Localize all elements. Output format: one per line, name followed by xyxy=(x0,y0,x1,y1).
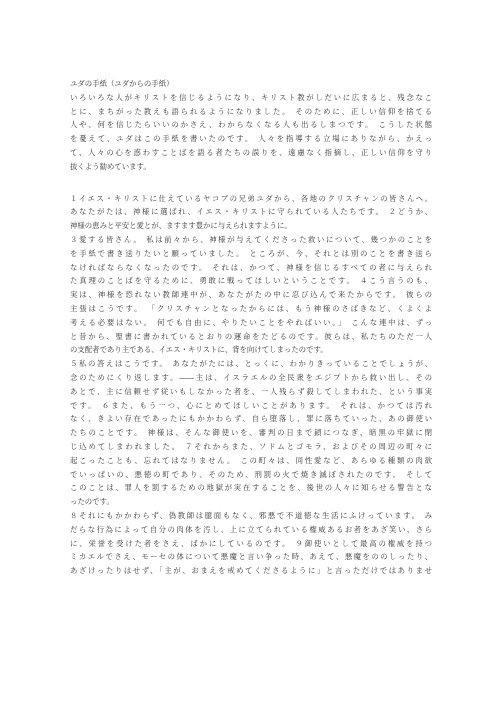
verse-line: なく、きよい存在であったにもかかわらず、自ら堕落し、罪に落ちていった、あの御使い xyxy=(70,414,432,424)
verse-line: 神様の恵みと平安と愛とが、ますます豊かに与えられますように。 xyxy=(70,221,292,231)
verse-line: ミカエルでさえ、モーセの体について悪魔と言い争った時、あえて、悪魔をののしったり、 xyxy=(70,552,432,562)
verse-line: あとで、主に信頼せず従いもしなかった者を、一人残らず殺してしまわれた、という事実 xyxy=(70,386,432,396)
verse-line: 主張はこうです。 「クリスチャンとなったからには、もう神様のさばきなど、くよくよ xyxy=(70,303,432,313)
intro-line: いろいろな人がキリストを信じるようになり、キリスト教がしだいに広まると、残念なこ xyxy=(70,92,432,102)
document-title: ユダの手紙（ユダからの手紙） xyxy=(70,79,174,88)
verse-line: です。 ６また、もう一つ、心にとめてほしいことがあります。 それは、かつては汚れ xyxy=(70,400,432,410)
document-page xyxy=(70,77,432,578)
verse-line: なければならなくなったのです。 それは、かつて、神様を信じるすべての者に与えられ xyxy=(70,262,432,272)
verse-line: 考える必要はない。 何でも自由に、やりたいことをやればいい。」 こんな連中は、ずっ xyxy=(70,317,432,327)
intro-line: とに、まちがった教えも語られるようになりました。 そのために、正しい信仰を捨てる xyxy=(70,106,432,116)
intro-line: て、人々の心を惑わすことばを語る者たちの誤りを、遠慮なく指摘し、正しい信仰を守り xyxy=(70,147,432,157)
verse-line: に、栄誉を受けた者をさえ、ばかにしているのです。 ９御使いとして最高の権威を持つ xyxy=(70,538,432,548)
verse-line: 念のためにくり返します。――主は、イスラエルの全民衆をエジプトから救い出し、その xyxy=(70,372,432,382)
verse-line: だらな行為によって自分の肉体を汚し、上に立てられている権威あるお者をあざ笑い、さら xyxy=(70,524,432,534)
verse-line: たちのことです。 神様は、そんな御使いを、審判の日まで鎖につなぎ、暗黒の牢獄に閉 xyxy=(70,428,432,438)
verse-line: ３愛する皆さん。 私は前々から、神様が与えてくださった救いについて、幾つかのことを xyxy=(70,234,432,244)
intro-line: 抜くよう勧めています。 xyxy=(70,161,151,171)
intro-line: を憂えて、ユダはこの手紙を書いたのです。 人々を指導する立場にありながら、かえっ xyxy=(70,134,432,144)
verse-line: あざけったりはせず、「主が、おまえを戒めてくださるように」と言っただけではありませ xyxy=(70,566,432,576)
intro-line: 人や、何を信じたらいいのかさえ、わからなくなる人も出るしまつです。 こうした状態 xyxy=(70,120,432,130)
verse-line: このことは、罪人を罰するための地獄が実在することを、後世の人々に知らせる警告とな xyxy=(70,483,432,493)
paragraph-spacer xyxy=(70,174,432,192)
verse-line: を手紙で書き送りたいと願っていました。 ところが、今、それとは別のことを書き送ら xyxy=(70,248,432,258)
verse-line: 実は、神様を恐れない教師連中が、あなたがたの中に忍び込んで来たからです。 彼らの xyxy=(70,290,432,300)
verse-line: ８それにもかかわらず、偽教師は臆面もなく、邪悪で不道徳な生活にふけっています。 み xyxy=(70,510,432,520)
scripture-body xyxy=(70,192,432,578)
intro-paragraph xyxy=(70,91,432,174)
verse-line: の支配者であり主である、イエス・キリストに、背を向けてしまったのです。 xyxy=(70,345,328,355)
verse-line: た真理のことばを守るために、勇敢に戦ってほしいということです。 ４こう言うのも、 xyxy=(70,276,432,286)
verse-line: ５私の答えはこうです。 あなたがたには、とっくに、わかりきっていることでしょうが、 xyxy=(70,359,432,369)
verse-line: じ込めてしまわれました。 ７それからまた、ソドムとゴモラ、およびその周辺の町々に xyxy=(70,441,432,451)
verse-line: あなたがたは、神様に選ばれ、イエス・キリストに守られている人たちです。 ２どうか、 xyxy=(70,207,432,217)
verse-line: 起こったことも、忘れてはなりません。 この町々は、同性愛など、あらゆる種類の肉欲 xyxy=(70,455,432,465)
verse-line: と昔から、聖書に書かれているとおりの運命をたどるのです。彼らは、私たちのただ一人 xyxy=(70,331,432,341)
verse-line: １イエス・キリストに仕えているヤコブの兄弟ユダから、各地のクリスチャンの皆さんへ。 xyxy=(70,193,432,203)
verse-line: ったのです。 xyxy=(70,497,114,507)
verse-line: でいっぱいの、悪徳の町であり、そのため、刑罰の火で焼き滅ぼされたのです。 そして xyxy=(70,469,432,479)
